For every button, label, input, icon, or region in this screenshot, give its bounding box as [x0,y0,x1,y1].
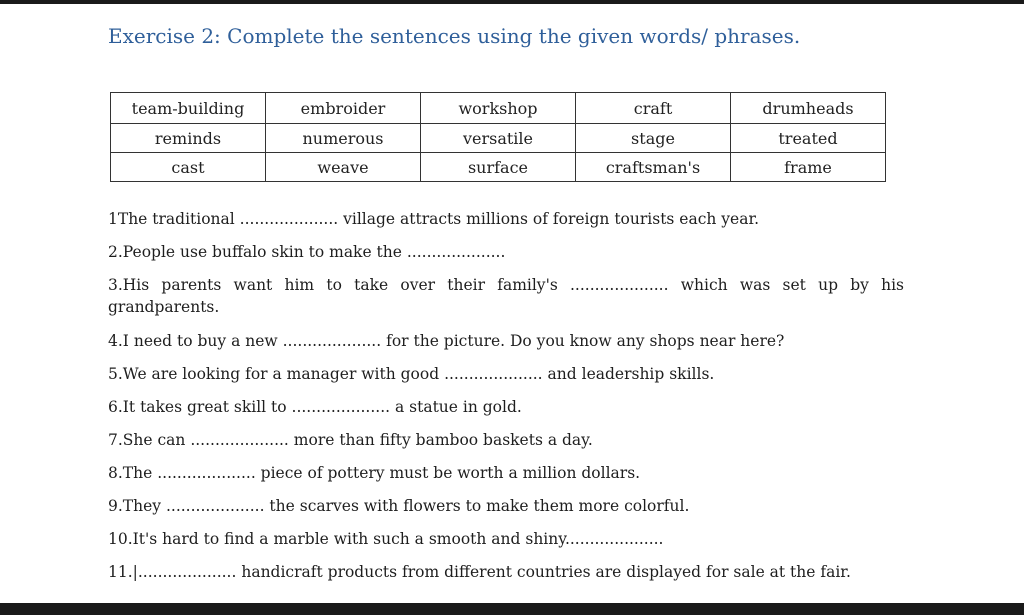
sentence-item: 8.The .................... piece of pottery must be worth a million dollars. [108,464,641,482]
table-cell: embroider [266,93,421,124]
sentence-item: 11.|.................... handicraft products from different countries are displayed for sale at the fair. [108,563,851,581]
bottom-border [0,603,1024,615]
table-cell: craftsman's [576,153,731,182]
table-cell: numerous [266,124,421,153]
sentence-item: 5.We are looking for a manager with good .................... and leadership skills. [108,365,715,383]
sentence-list [108,208,908,594]
sentence-item: 6.It takes great skill to .................... a statue in gold. [108,398,522,416]
sentence-item: 4.I need to buy a new .................... for the picture. Do you know any shops near here? [108,332,785,350]
sentence-item: 3.His parents want him to take over their family's .................... which was set up by his grandparents. [108,276,904,316]
table-cell: workshop [421,93,576,124]
table-cell: craft [576,93,731,124]
word-bank-table [110,92,886,182]
table-cell: drumheads [731,93,886,124]
table-row [111,93,886,124]
exercise-title: Exercise 2: Complete the sentences using the given words/ phrases. [108,24,801,48]
sentence-item: 9.They .................... the scarves with flowers to make them more colorful. [108,497,690,515]
table-cell: weave [266,153,421,182]
top-border [0,0,1024,4]
table-cell: versatile [421,124,576,153]
table-row [111,124,886,153]
table-cell: frame [731,153,886,182]
table-cell: treated [731,124,886,153]
table-cell: stage [576,124,731,153]
table-cell: cast [111,153,266,182]
table-row [111,153,886,182]
sentence-item: 2.People use buffalo skin to make the .................... [108,243,506,261]
sentence-item: 10.It's hard to find a marble with such a smooth and shiny.................... [108,530,664,548]
table-cell: team-building [111,93,266,124]
sentence-item: 7.She can .................... more than fifty bamboo baskets a day. [108,431,593,449]
sentence-item: 1The traditional .................... village attracts millions of foreign tourists each year. [108,210,760,228]
table-cell: surface [421,153,576,182]
table-cell: reminds [111,124,266,153]
